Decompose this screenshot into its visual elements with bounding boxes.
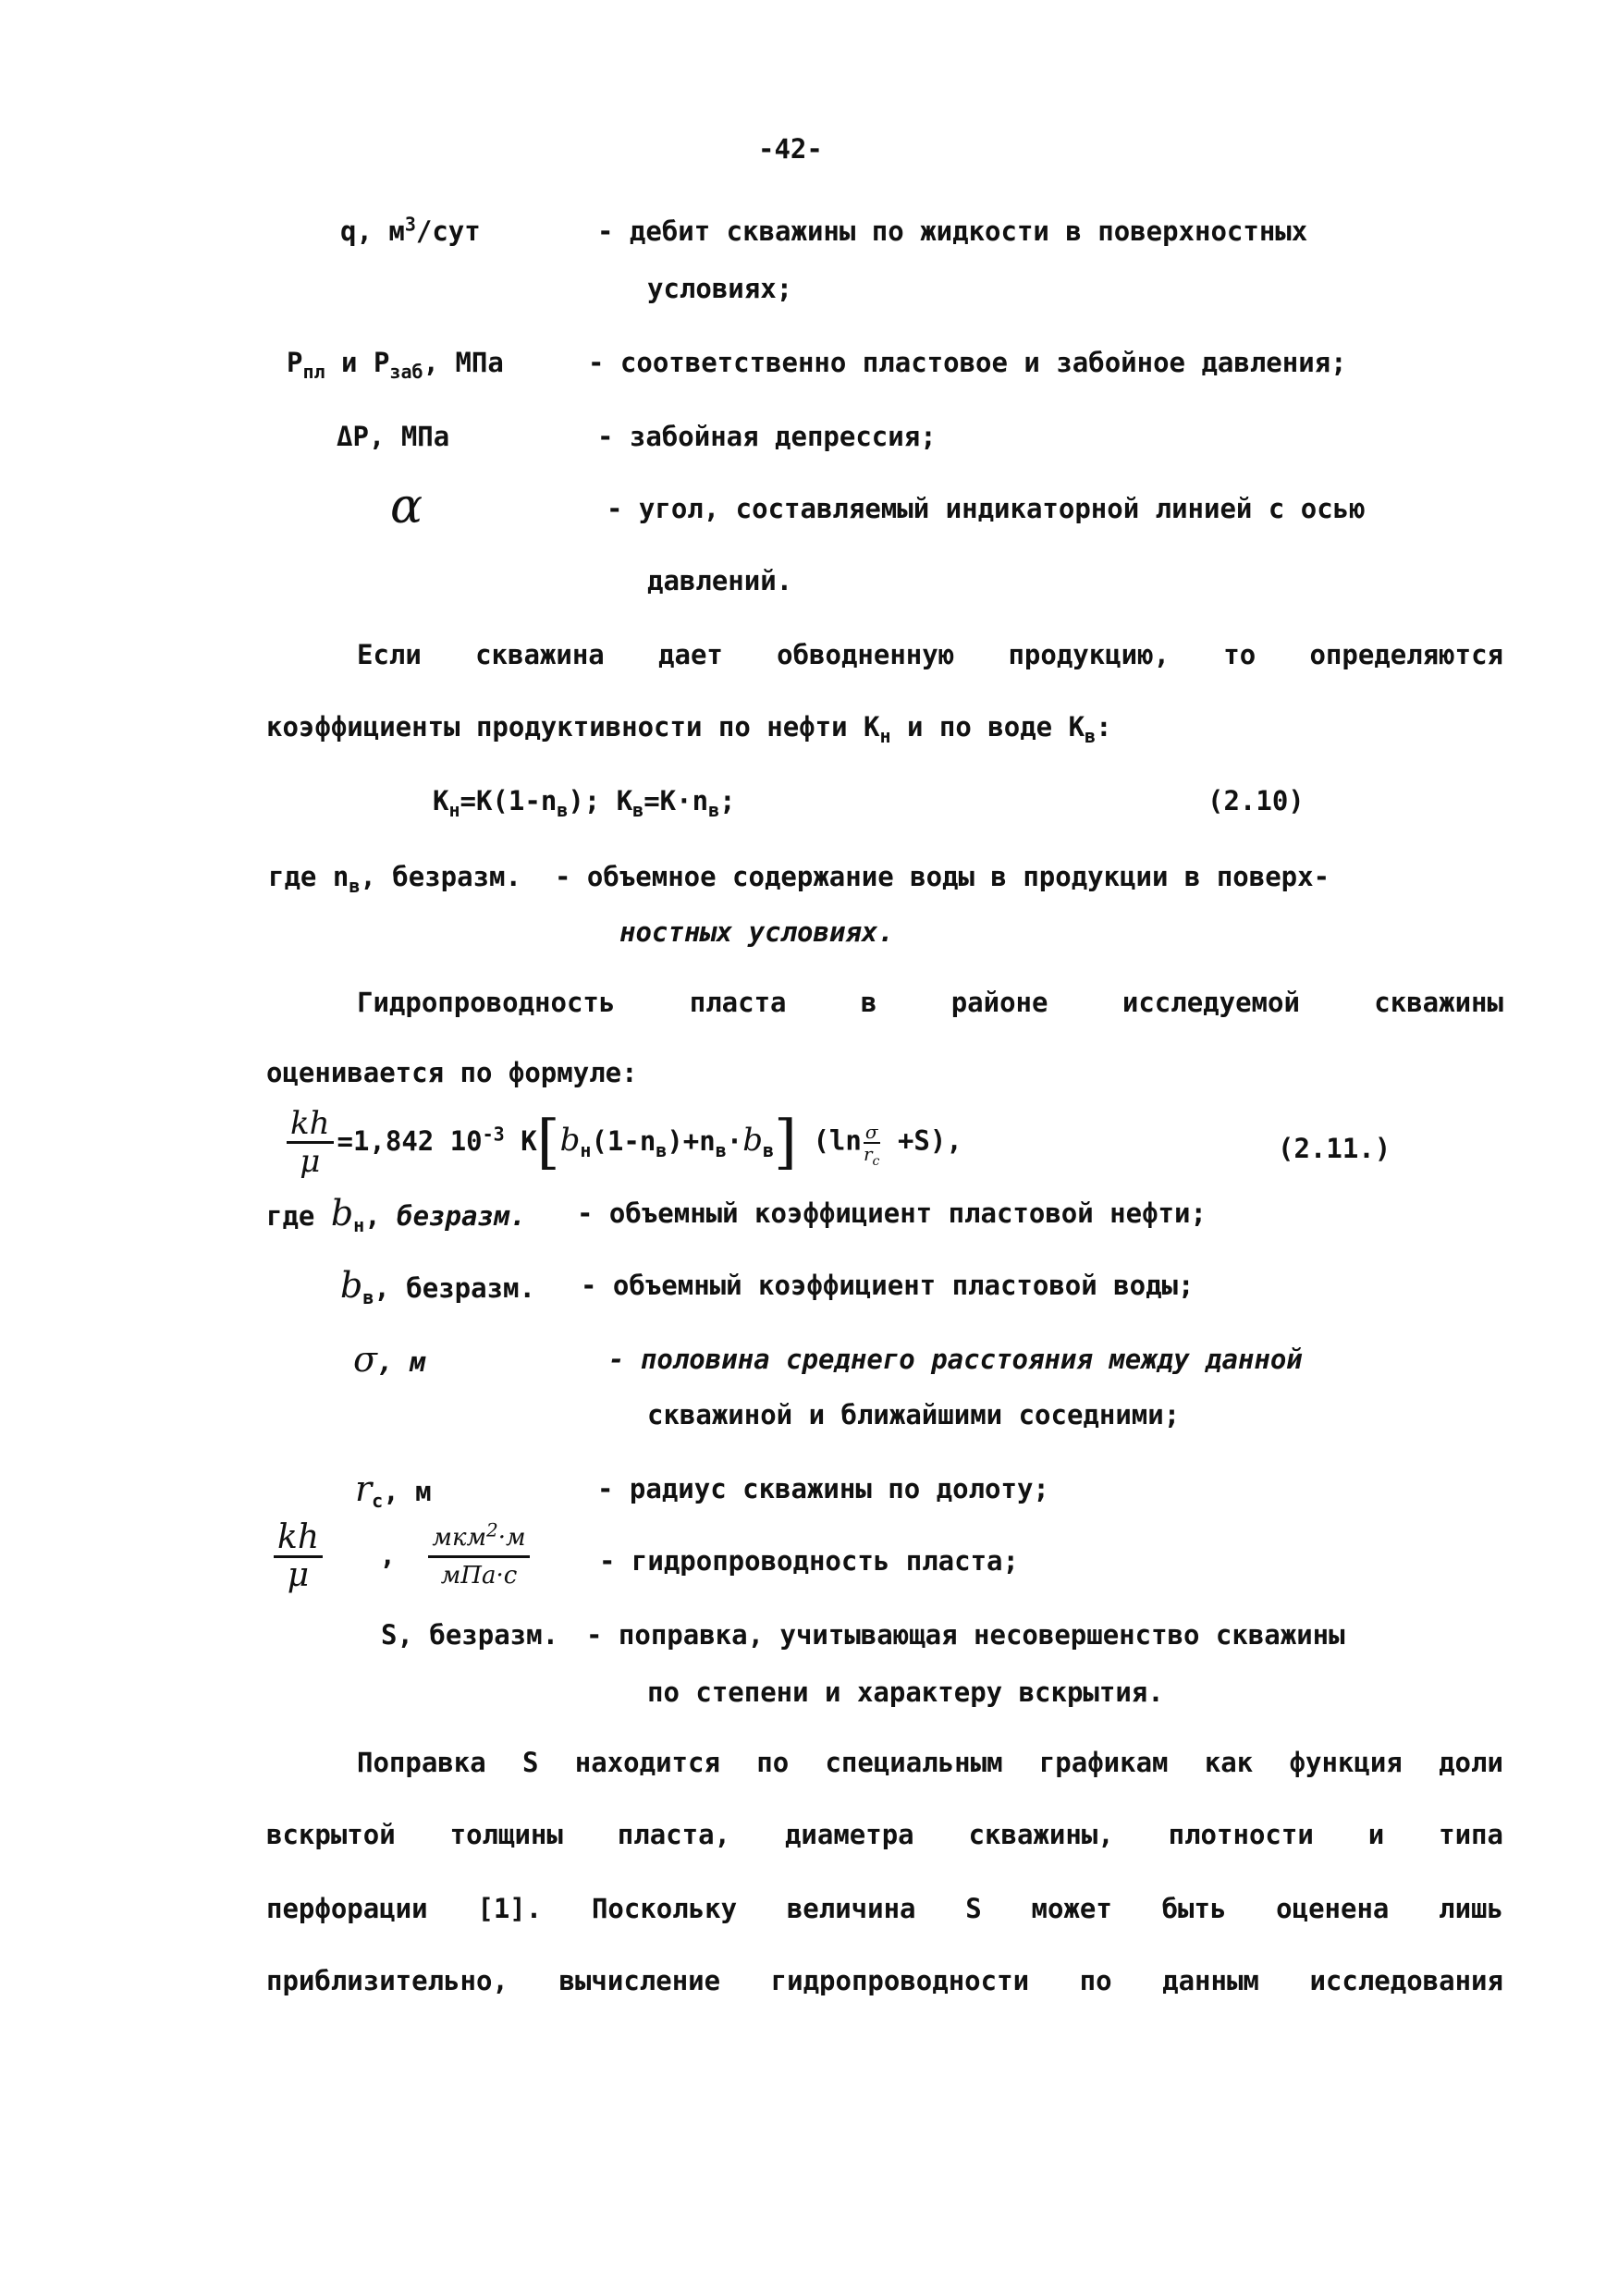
para3-line3: перфорации [1]. Поскольку величина S может быть оценена лишь — [266, 1893, 1503, 1924]
def-desc-sigma-cont: скважиной и ближайшими соседними; — [647, 1399, 1181, 1430]
units-fraction: $\frac{мкм^2\cdot м}{\text{мПа·с}}$ — [428, 1520, 529, 1593]
def-desc-depression: - забойная депрессия; — [597, 421, 937, 452]
para2-line1: Гидропроводность пласта в районе исследуемой скважины — [357, 987, 1503, 1018]
def-desc-pressures: - соответственно пластовое и забойное давления; — [588, 347, 1347, 378]
def-term-kh-mu: $\frac{kh}{\mu}$ , $\frac{мкм^2\cdot м}{\text{мПа·с}}$ — [270, 1520, 533, 1593]
def-term-s: S, безразм. — [381, 1619, 559, 1651]
def-desc-q-cont: условиях; — [647, 273, 793, 304]
def-term-sigma: σ, м — [353, 1339, 426, 1380]
para1-line1: Если скважина дает обводненную продукцию, то определяются — [357, 639, 1503, 670]
para2-line2: оценивается по формуле: — [266, 1057, 638, 1088]
alpha-symbol: α — [390, 479, 423, 534]
kh-mu-fraction: $\frac{kh}{\mu}$ — [287, 1106, 334, 1179]
formula-2-10: $К_н=К(1-n_в)$; $К_в=К\cdot n_в$; — [433, 785, 736, 821]
def-term-bv: $b_в$, безразм. — [340, 1265, 535, 1308]
sigma-rc-fraction: $\frac{\sigma}{r_c}$ — [863, 1120, 880, 1169]
def-desc-s-cont: по степени и характеру вскрытия. — [647, 1676, 1164, 1708]
def-desc-q: - дебит скважины по жидкости в поверхностных — [597, 215, 1308, 247]
where-nv-desc-cont: ностных условиях. — [619, 916, 894, 948]
def-term-depression: ΔP, МПа — [337, 421, 450, 452]
def-term-bn: где $b_н$, безразм. — [266, 1193, 526, 1236]
para3-line1: Поправка S находится по специальным графикам как функция доли — [357, 1747, 1503, 1778]
para1-line2: коэффициенты продуктивности по нефти $К_н$ и по воде $К_в$: — [266, 711, 1112, 747]
def-desc-s: - поправка, учитывающая несовершенство скважины — [586, 1619, 1345, 1651]
def-term-pressures: $Р_{пл}$ и $Р_{заб}$, МПа — [287, 347, 504, 383]
where-nv-desc: - объемное содержание воды в продукции в поверх- — [555, 861, 1330, 892]
def-desc-bv: - объемный коэффициент пластовой воды; — [581, 1270, 1195, 1301]
formula-2-10-number: (2.10) — [1207, 785, 1305, 816]
def-desc-alpha-cont: давлений. — [647, 565, 793, 596]
def-desc-sigma: - половина среднего расстояния между данной — [608, 1344, 1303, 1375]
def-desc-alpha: - угол, составляемый индикаторной линией с осью — [607, 493, 1366, 524]
def-desc-bn: - объемный коэффициент пластовой нефти; — [577, 1197, 1207, 1229]
page-number: -42- — [758, 133, 823, 165]
formula-2-11: $\frac{kh}{\mu}$ =1,842 $10^{-3}$ $К[b_н(1-n_в)+n_в\cdot b_в]$ (ln $\frac{\sigma}{r_c}$ +S), — [283, 1106, 962, 1179]
def-term-q: q, $м^3$/сут — [340, 213, 481, 247]
def-desc-rc: - радиус скважины по долоту; — [597, 1473, 1049, 1504]
formula-2-11-number: (2.11.) — [1278, 1133, 1391, 1164]
def-term-rc: $r_c$, м — [355, 1468, 432, 1512]
where-nv: где $n_в$, безразм. — [268, 861, 521, 897]
def-desc-kh-mu: - гидропроводность пласта; — [599, 1545, 1019, 1577]
para3-line4: приблизительно, вычисление гидропроводности по данным исследования — [266, 1965, 1503, 1996]
kh-mu-fraction-2: $\frac{kh}{\mu}$ — [274, 1520, 323, 1593]
para3-line2: вскрытой толщины пласта, диаметра скважины, плотности и типа — [266, 1819, 1503, 1850]
